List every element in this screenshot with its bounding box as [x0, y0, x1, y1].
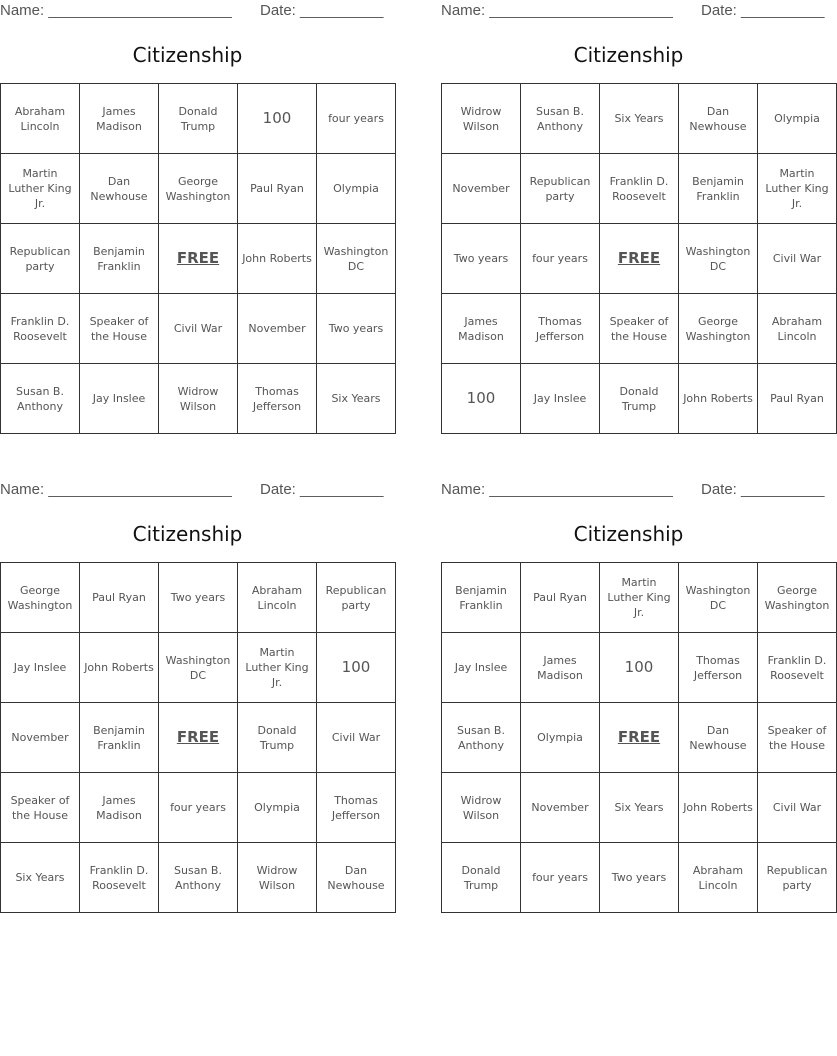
bingo-cell: Paul Ryan	[758, 364, 837, 434]
bingo-cell: Two years	[159, 563, 238, 633]
grid-row	[1, 843, 396, 913]
bingo-cell: George Washington	[758, 563, 837, 633]
bingo-cell: Two years	[442, 224, 521, 294]
bingo-cell: Donald Trump	[442, 843, 521, 913]
grid-row	[442, 154, 837, 224]
bingo-cell: Thomas Jefferson	[679, 633, 758, 703]
bingo-cell: James Madison	[442, 294, 521, 364]
bingo-cell: Benjamin Franklin	[442, 563, 521, 633]
bingo-cell: John Roberts	[679, 364, 758, 434]
bingo-cell: Olympia	[758, 84, 837, 154]
bingo-cell: George Washington	[159, 154, 238, 224]
name-line: Name: ______________________	[441, 481, 673, 498]
bingo-cell: November	[442, 154, 521, 224]
bingo-cell: Civil War	[758, 224, 837, 294]
bingo-cell: Susan B. Anthony	[159, 843, 238, 913]
bingo-cell: Washington DC	[679, 224, 758, 294]
bingo-cell: November	[1, 703, 80, 773]
grid-row	[442, 563, 837, 633]
grid-row	[442, 633, 837, 703]
bingo-cell: Six Years	[1, 843, 80, 913]
bingo-cell: Franklin D. Roosevelt	[80, 843, 159, 913]
free-space: FREE	[159, 703, 238, 773]
bingo-card-2	[441, 0, 829, 440]
bingo-cell: Speaker of the House	[1, 773, 80, 843]
bingo-cell: Dan Newhouse	[80, 154, 159, 224]
free-space: FREE	[600, 224, 679, 294]
bingo-grid	[0, 562, 396, 913]
bingo-cell: Speaker of the House	[758, 703, 837, 773]
name-line: Name: ______________________	[0, 2, 232, 19]
bingo-cell: 100	[442, 364, 521, 434]
bingo-grid	[0, 83, 396, 434]
bingo-cell: four years	[159, 773, 238, 843]
bingo-cell: Susan B. Anthony	[1, 364, 80, 434]
grid-row	[442, 773, 837, 843]
bingo-cell: Olympia	[317, 154, 396, 224]
bingo-card-3	[0, 479, 387, 919]
bingo-cell: Donald Trump	[159, 84, 238, 154]
bingo-cell: Republican party	[1, 224, 80, 294]
bingo-cell: George Washington	[679, 294, 758, 364]
grid-row	[1, 84, 396, 154]
bingo-cell: Washington DC	[159, 633, 238, 703]
bingo-grid	[441, 83, 837, 434]
card-header	[441, 2, 825, 22]
date-line: Date: __________	[701, 2, 825, 19]
card-title: Citizenship	[573, 43, 684, 67]
bingo-cell: Olympia	[521, 703, 600, 773]
grid-row	[1, 703, 396, 773]
bingo-cell: James Madison	[521, 633, 600, 703]
bingo-cell: Dan Newhouse	[679, 84, 758, 154]
bingo-cell: Abraham Lincoln	[238, 563, 317, 633]
bingo-cell: Susan B. Anthony	[442, 703, 521, 773]
bingo-cell: Abraham Lincoln	[758, 294, 837, 364]
bingo-cell: 100	[238, 84, 317, 154]
grid-row	[1, 633, 396, 703]
bingo-cell: Abraham Lincoln	[679, 843, 758, 913]
bingo-cell: Donald Trump	[600, 364, 679, 434]
bingo-cell: Olympia	[238, 773, 317, 843]
bingo-card-4	[441, 479, 830, 919]
bingo-cell: Paul Ryan	[521, 563, 600, 633]
bingo-cell: Benjamin Franklin	[80, 224, 159, 294]
bingo-cell: Benjamin Franklin	[679, 154, 758, 224]
name-line: Name: ______________________	[441, 2, 673, 19]
bingo-grid	[441, 562, 837, 913]
bingo-cell: Civil War	[758, 773, 837, 843]
bingo-cell: George Washington	[1, 563, 80, 633]
bingo-cell: Jay Inslee	[1, 633, 80, 703]
bingo-cell: Abraham Lincoln	[1, 84, 80, 154]
date-line: Date: __________	[701, 481, 825, 498]
bingo-cell: Widrow Wilson	[442, 84, 521, 154]
bingo-cell: four years	[317, 84, 396, 154]
bingo-cell: Speaker of the House	[600, 294, 679, 364]
bingo-cell: November	[238, 294, 317, 364]
bingo-cell: Washington DC	[317, 224, 396, 294]
bingo-cell: Franklin D. Roosevelt	[758, 633, 837, 703]
bingo-cell: four years	[521, 224, 600, 294]
bingo-cell: Republican party	[521, 154, 600, 224]
name-line: Name: ______________________	[0, 481, 232, 498]
bingo-cell: Martin Luther King Jr.	[758, 154, 837, 224]
bingo-cell: 100	[600, 633, 679, 703]
bingo-cell: Civil War	[317, 703, 396, 773]
card-header	[0, 2, 384, 22]
bingo-cell: James Madison	[80, 84, 159, 154]
date-line: Date: __________	[260, 481, 384, 498]
bingo-cell: Martin Luther King Jr.	[1, 154, 80, 224]
grid-row	[442, 84, 837, 154]
grid-row	[1, 364, 396, 434]
bingo-cell: Speaker of the House	[80, 294, 159, 364]
grid-row	[1, 563, 396, 633]
bingo-cell: James Madison	[80, 773, 159, 843]
bingo-card-1	[0, 0, 389, 440]
grid-row	[442, 294, 837, 364]
bingo-cell: Jay Inslee	[80, 364, 159, 434]
bingo-cell: Six Years	[600, 773, 679, 843]
free-space: FREE	[600, 703, 679, 773]
bingo-cell: Widrow Wilson	[442, 773, 521, 843]
grid-row	[1, 294, 396, 364]
grid-row	[442, 843, 837, 913]
bingo-cell: John Roberts	[679, 773, 758, 843]
bingo-cell: Civil War	[159, 294, 238, 364]
card-title: Citizenship	[573, 522, 684, 546]
grid-row	[1, 773, 396, 843]
card-header	[441, 481, 825, 501]
bingo-cell: Franklin D. Roosevelt	[600, 154, 679, 224]
bingo-cell: Two years	[317, 294, 396, 364]
bingo-cell: John Roberts	[80, 633, 159, 703]
grid-row	[1, 224, 396, 294]
bingo-cell: Franklin D. Roosevelt	[1, 294, 80, 364]
bingo-cell: Six Years	[317, 364, 396, 434]
grid-row	[1, 154, 396, 224]
bingo-cell: Two years	[600, 843, 679, 913]
bingo-cell: Dan Newhouse	[679, 703, 758, 773]
bingo-cell: Benjamin Franklin	[80, 703, 159, 773]
bingo-cell: Widrow Wilson	[159, 364, 238, 434]
bingo-cell: Washington DC	[679, 563, 758, 633]
grid-row	[442, 703, 837, 773]
bingo-cell: Jay Inslee	[521, 364, 600, 434]
bingo-cell: Paul Ryan	[238, 154, 317, 224]
bingo-cell: Six Years	[600, 84, 679, 154]
bingo-cell: Martin Luther King Jr.	[238, 633, 317, 703]
bingo-cell: Dan Newhouse	[317, 843, 396, 913]
free-space: FREE	[159, 224, 238, 294]
bingo-cell: Thomas Jefferson	[238, 364, 317, 434]
bingo-cell: Paul Ryan	[80, 563, 159, 633]
grid-row	[442, 364, 837, 434]
bingo-cell: November	[521, 773, 600, 843]
bingo-cell: Republican party	[758, 843, 837, 913]
bingo-cell: Jay Inslee	[442, 633, 521, 703]
card-header	[0, 481, 384, 501]
bingo-cell: Thomas Jefferson	[317, 773, 396, 843]
bingo-cell: Thomas Jefferson	[521, 294, 600, 364]
bingo-cell: Susan B. Anthony	[521, 84, 600, 154]
bingo-cell: Martin Luther King Jr.	[600, 563, 679, 633]
bingo-cell: four years	[521, 843, 600, 913]
bingo-cell: Widrow Wilson	[238, 843, 317, 913]
date-line: Date: __________	[260, 2, 384, 19]
grid-row	[442, 224, 837, 294]
bingo-cell: Republican party	[317, 563, 396, 633]
bingo-cell: 100	[317, 633, 396, 703]
bingo-cell: Donald Trump	[238, 703, 317, 773]
bingo-cell: John Roberts	[238, 224, 317, 294]
card-title: Citizenship	[132, 43, 243, 67]
card-title: Citizenship	[132, 522, 243, 546]
